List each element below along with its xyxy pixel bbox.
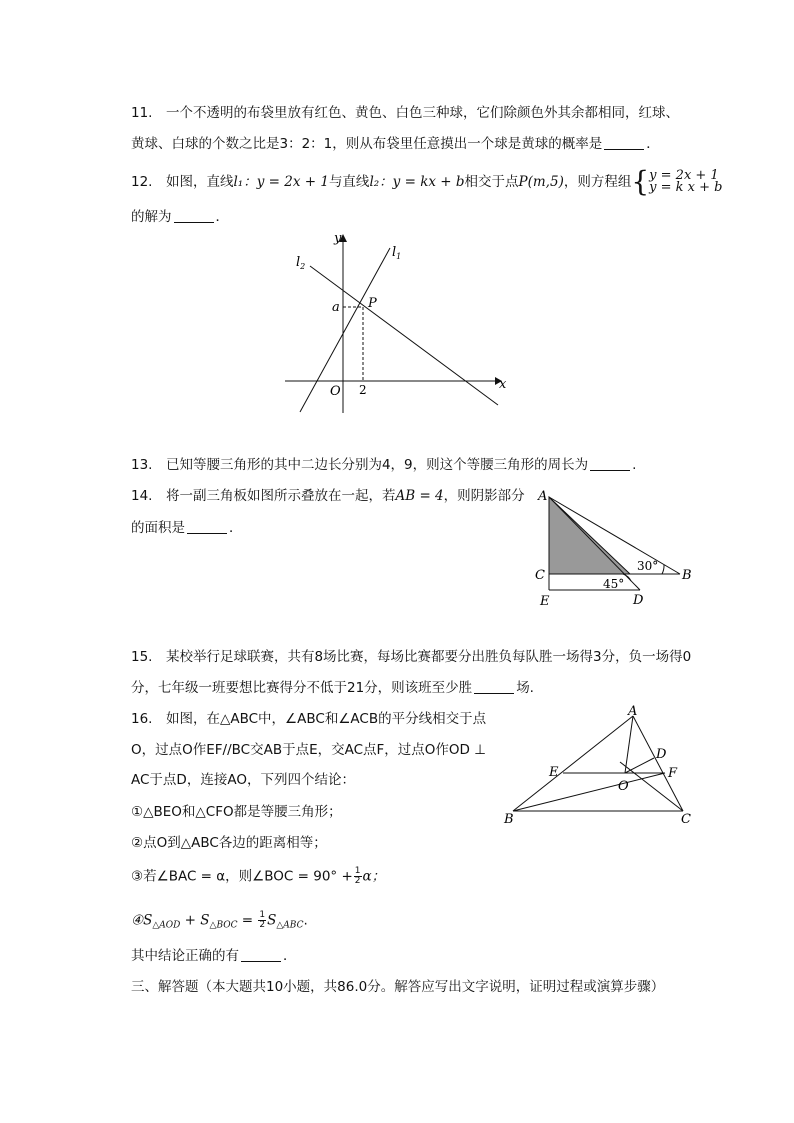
q13-answer-blank[interactable] <box>590 458 630 471</box>
q15-answer-blank[interactable] <box>474 681 514 694</box>
shaded-region <box>549 497 630 574</box>
p-label: P <box>368 296 377 311</box>
q16-line3: AC于点D，连接AO，下列四个结论： <box>131 772 355 788</box>
q12-line1: 12. 如图，直线l₁：y = 2x + 1与直线l₂：y = kx + b相交于点P(m,5)，则方程组{ y = 2x + 1 y = k x + b <box>131 165 723 198</box>
q15-line2: 分，七年级一班要想比赛得分不低于21分，则该班至少胜 场. <box>131 680 534 696</box>
q12-answer-blank[interactable] <box>174 210 214 223</box>
angle-30-label: 30° <box>637 559 659 573</box>
vertex-c: C <box>681 812 691 827</box>
vertex-a: A <box>538 489 548 504</box>
angle-45-label: 45° <box>603 577 625 591</box>
vertex-c: C <box>535 568 545 583</box>
vertex-d: D <box>633 593 644 608</box>
q16-figure <box>500 702 700 830</box>
q16-line1: 16. 如图，在△ABC中，∠ABC和∠ACB的平分线相交于点 <box>131 711 487 727</box>
q16-answer-line: 其中结论正确的有 ． <box>131 948 297 964</box>
half-fraction: $\frac{1}{2}$ <box>354 866 361 886</box>
vertex-e: E <box>549 765 559 780</box>
q11-answer-blank[interactable] <box>604 137 644 150</box>
l2-label: $l_2$ <box>296 255 306 271</box>
origin-label: O <box>330 384 341 399</box>
q16-answer-blank[interactable] <box>241 949 281 962</box>
q16-conclusion-3: ③若∠BAC = α，则∠BOC = 90° + $\frac{1}{2}$ α； <box>131 866 386 886</box>
vertex-d: D <box>656 747 667 762</box>
q12-line2: 的解为 ． <box>131 209 229 225</box>
q14-line1: 14. 将一副三角板如图所示叠放在一起，若AB = 4，则阴影部分 <box>131 488 525 504</box>
q16-line2: O，过点O作EF//BC交AB于点E，交AC点F，过点O作OD ⊥ <box>131 742 487 758</box>
q15-line1: 15. 某校举行足球联赛，共有8场比赛，每场比赛都要分出胜负每队胜一场得3分，负一场得0 <box>131 649 692 665</box>
q16-conclusion-2: ②点O到△ABC各边的距离相等； <box>131 835 327 851</box>
system-brace: { <box>631 165 650 198</box>
x-axis-label: x <box>499 377 507 392</box>
q11-line1: 11. 一个不透明的布袋里放有红色、黄色、白色三种球，它们除颜色外其余都相同，红球、 <box>131 105 679 121</box>
equation-system: y = 2x + 1 y = k x + b <box>649 168 723 195</box>
vertex-b: B <box>682 568 692 583</box>
q14-line2: 的面积是 ． <box>131 520 243 536</box>
q16-conclusion-1: ①△BEO和△CFO都是等腰三角形； <box>131 804 342 820</box>
vertex-b: B <box>504 812 514 827</box>
l1-label: $l_1$ <box>392 245 402 261</box>
tick-2-label: 2 <box>359 383 367 397</box>
vertex-f: F <box>668 766 678 781</box>
vertex-o: O <box>618 779 629 794</box>
q14-answer-blank[interactable] <box>187 521 227 534</box>
section-3-heading: 三、解答题（本大题共10小题，共86.0分。解答应写出文字说明，证明过程或演算步骤） <box>131 979 665 995</box>
half-fraction-2: $\frac{1}{2}$ <box>259 910 266 930</box>
q12-figure <box>280 228 510 418</box>
q16-conclusion-4: $④S_{\triangle AOD} + S_{\triangle BOC}$ = $\frac{1}{2}$ $S_{\triangle ABC}$. <box>131 910 308 931</box>
a-label: a <box>332 300 340 315</box>
q14-figure <box>530 485 700 610</box>
vertex-a: A <box>628 704 638 719</box>
q13-line: 13. 已知等腰三角形的其中二边长分别为4，9，则这个等腰三角形的周长为 . <box>131 457 637 473</box>
y-axis-label: y <box>334 231 342 246</box>
q11-line2: 黄球、白球的个数之比是3：2：1，则从布袋里任意摸出一个球是黄球的概率是 ． <box>131 136 660 152</box>
vertex-e: E <box>540 594 550 609</box>
